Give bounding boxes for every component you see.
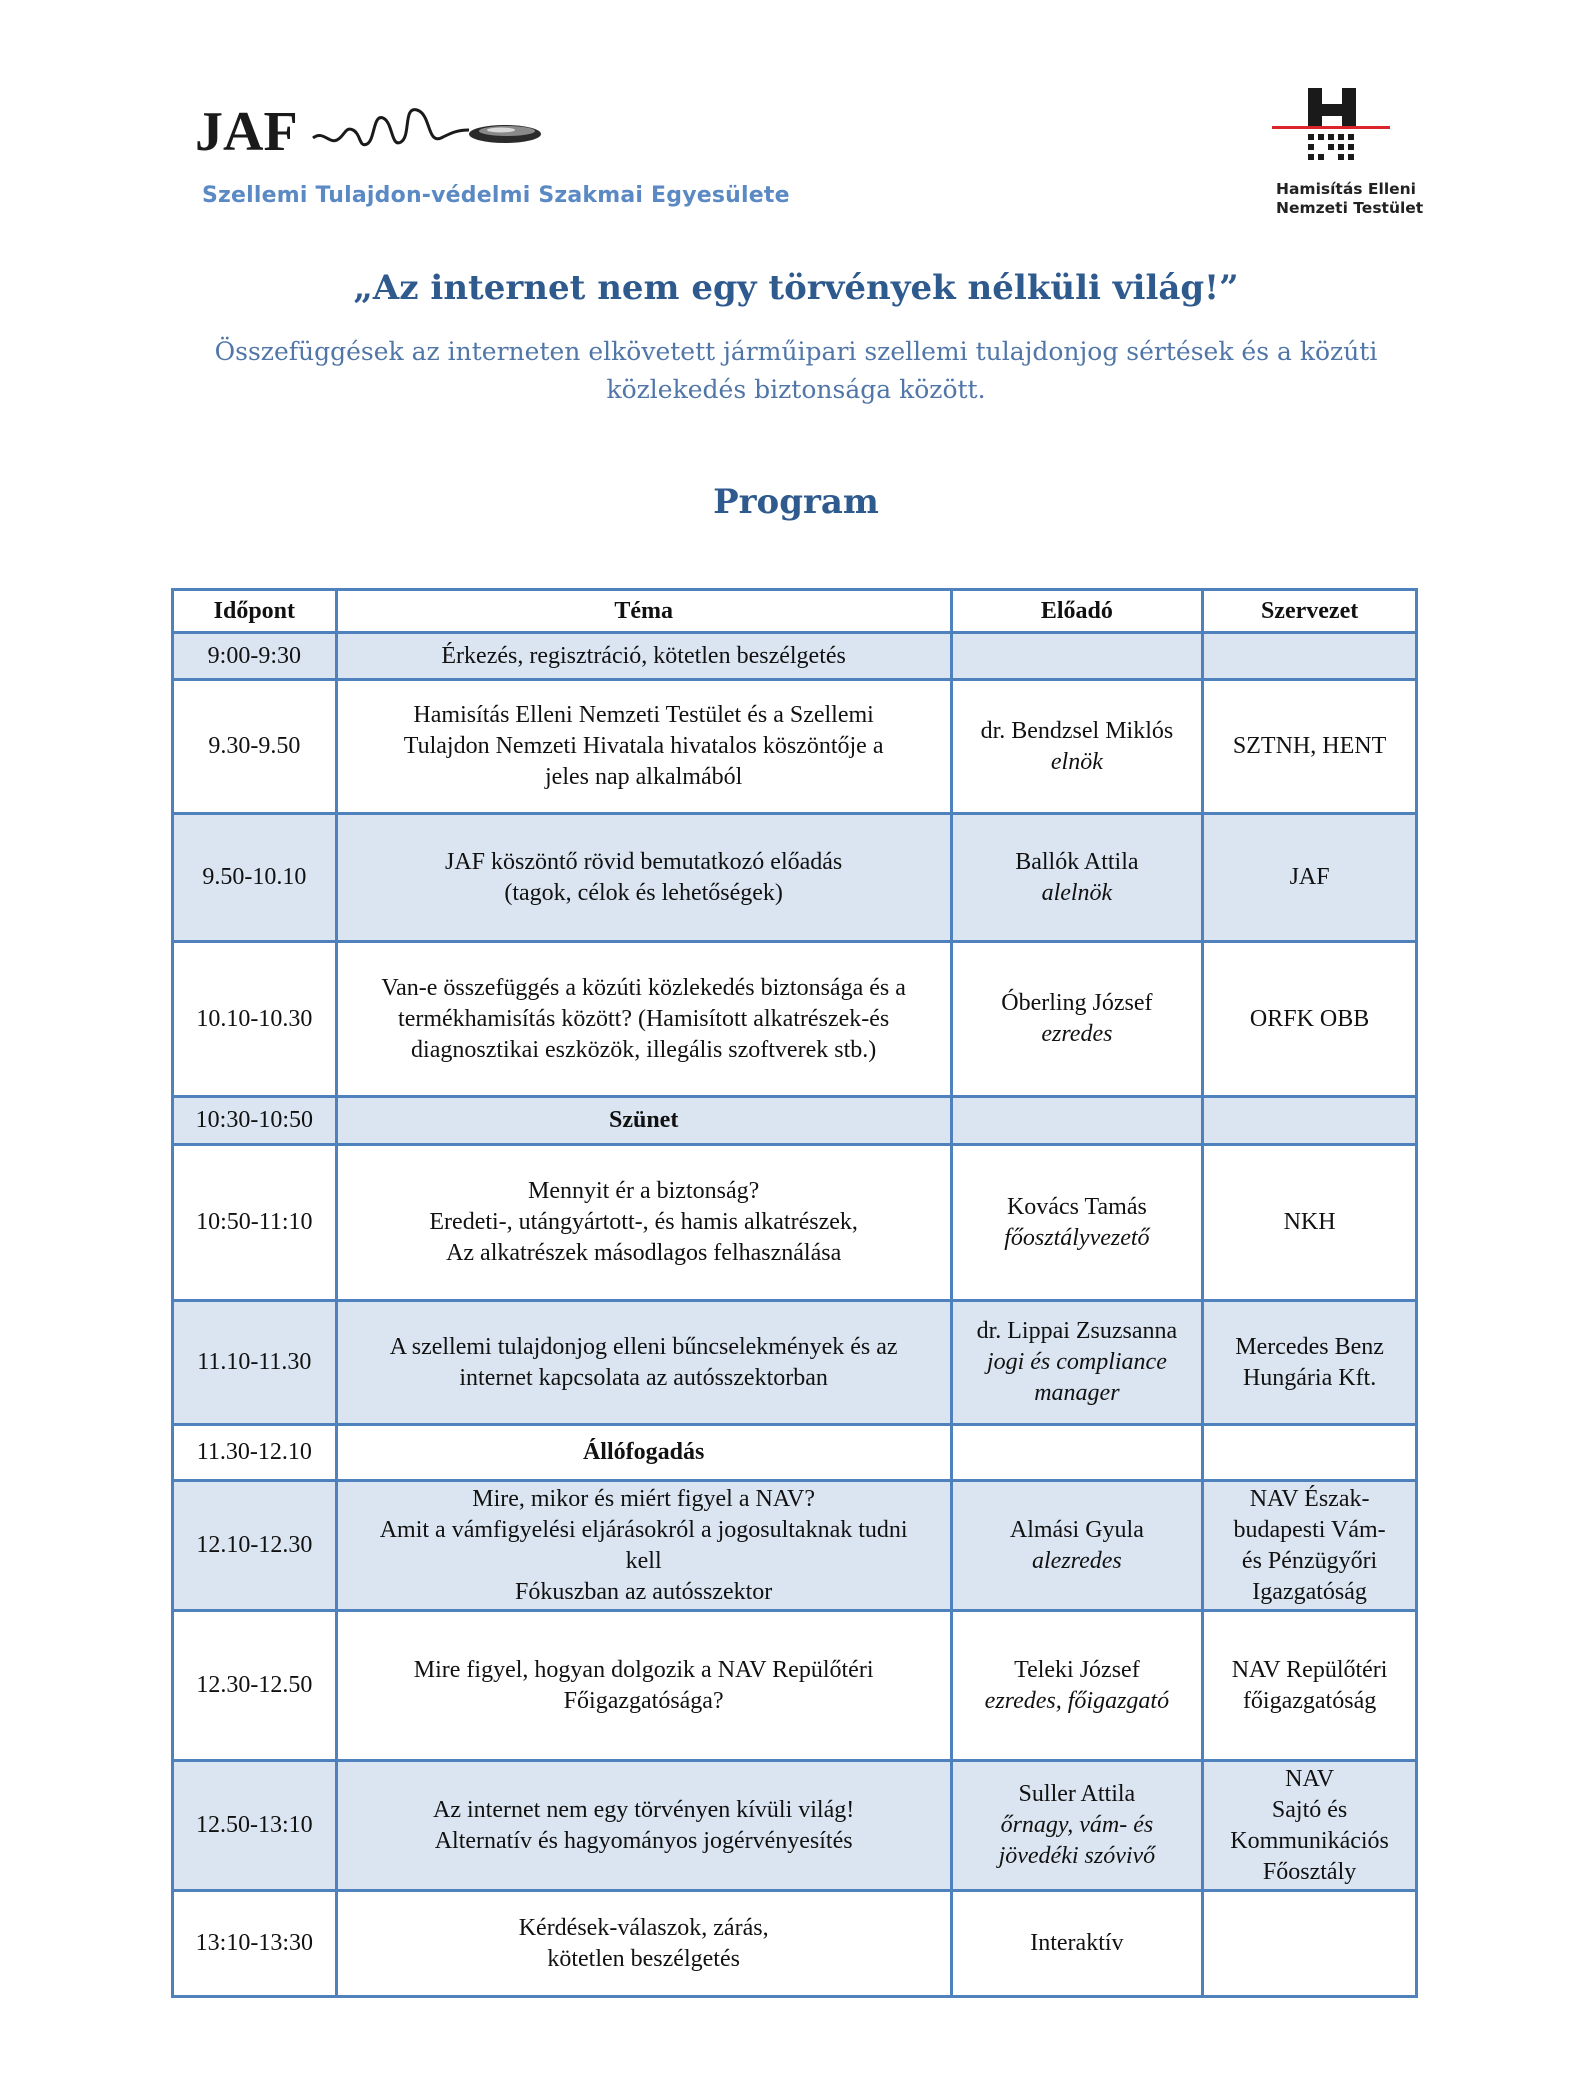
- cell-topic: [336, 1611, 951, 1761]
- cell-time: 13:10-13:30: [173, 1891, 337, 1997]
- org-line: és Pénzügyőri: [1241, 1547, 1378, 1574]
- header-topic: Téma: [336, 590, 951, 633]
- cell-speaker: [951, 1301, 1203, 1425]
- topic-line: Állófogadás: [582, 1439, 705, 1465]
- topic-line: jeles nap alkalmából: [545, 764, 743, 790]
- cell-topic: [336, 1761, 951, 1891]
- topic-line: A szellemi tulajdonjog elleni bűncselekmények és az: [389, 1333, 898, 1360]
- topic-line: Érkezés, regisztráció, kötetlen beszélgetés: [441, 642, 846, 669]
- table-row: [173, 1481, 1417, 1611]
- org-line: NAV: [1285, 1765, 1335, 1792]
- topic-line: internet kapcsolata az autósszektorban: [459, 1364, 828, 1391]
- cell-org: [1203, 1425, 1417, 1481]
- cell-time: 11.30-12.10: [173, 1425, 337, 1481]
- cell-speaker: [951, 633, 1203, 680]
- cell-org: [1203, 1891, 1417, 1997]
- cell-topic: [336, 1891, 951, 1997]
- cell-topic: [336, 633, 951, 680]
- hent-line2: Nemzeti Testület: [1276, 199, 1424, 217]
- cell-org: [1203, 1097, 1417, 1145]
- speaker-role: ezredes: [1041, 1021, 1113, 1047]
- cell-topic: [336, 1097, 951, 1145]
- program-table: [171, 588, 1418, 1998]
- cell-time: 9:00-9:30: [173, 633, 337, 680]
- topic-line: Van-e összefüggés a közúti közlekedés biztonsága és a: [381, 974, 906, 1001]
- topic-line: Amit a vámfigyelési eljárásokról a jogosultaknak tudni: [379, 1516, 908, 1543]
- topic-line: termékhamisítás között? (Hamisított alkatrészek-és: [398, 1005, 890, 1032]
- topic-line: kell: [625, 1547, 662, 1574]
- jaf-logo: [195, 100, 790, 220]
- topic-line: Az internet nem egy törvényen kívüli világ!: [433, 1796, 855, 1823]
- topic-line: (tagok, célok és lehetőségek): [504, 879, 783, 906]
- table-row: [173, 942, 1417, 1097]
- topic-line: kötetlen beszélgetés: [547, 1945, 740, 1972]
- cable-line: [313, 110, 469, 145]
- hent-logo-graphic: [1272, 86, 1392, 178]
- jaf-wordmark: JAF: [195, 101, 298, 163]
- table-row: [173, 1301, 1417, 1425]
- cell-topic: [336, 814, 951, 942]
- header-org: Szervezet: [1203, 590, 1417, 633]
- org-line: Főosztály: [1262, 1858, 1357, 1885]
- cell-topic: [336, 942, 951, 1097]
- org-line: Igazgatóság: [1252, 1578, 1367, 1605]
- cell-time: 10.10-10.30: [173, 942, 337, 1097]
- cell-speaker: [951, 1425, 1203, 1481]
- topic-line: Mennyit ér a biztonság?: [528, 1178, 760, 1204]
- hent-red-line: [1272, 126, 1390, 129]
- speaker-name: Interaktív: [1030, 1930, 1124, 1956]
- cell-topic: [336, 1145, 951, 1301]
- cell-time: 9.50-10.10: [173, 814, 337, 942]
- cell-speaker: [951, 942, 1203, 1097]
- table-row: [173, 814, 1417, 942]
- cell-time: 11.10-11.30: [173, 1301, 337, 1425]
- speaker-name: Ballók Attila: [1015, 848, 1139, 875]
- org-line: Mercedes Benz: [1235, 1333, 1384, 1360]
- topic-line: Az alkatrészek másodlagos felhasználása: [446, 1240, 842, 1266]
- hent-logo: [1270, 86, 1440, 221]
- topic-line: Tulajdon Nemzeti Hivatala hivatalos köszöntője a: [403, 733, 884, 759]
- topic-line: Hamisítás Elleni Nemzeti Testület és a Szellemi: [413, 702, 874, 728]
- cell-time: 10:50-11:10: [173, 1145, 337, 1301]
- cell-org: [1203, 1145, 1417, 1301]
- speaker-name: Suller Attila: [1018, 1781, 1136, 1807]
- jaf-subtitle: Szellemi Tulajdon-védelmi Szakmai Egyesülete: [202, 183, 790, 208]
- header-speaker: Előadó: [951, 590, 1203, 633]
- table-row: [173, 1145, 1417, 1301]
- speaker-role: főosztályvezető: [1004, 1224, 1150, 1251]
- cell-topic: [336, 1301, 951, 1425]
- speaker-name: dr. Lippai Zsuzsanna: [976, 1318, 1178, 1344]
- header-time: Időpont: [173, 590, 337, 633]
- cell-time: 10:30-10:50: [173, 1097, 337, 1145]
- speaker-role: ezredes, főigazgató: [984, 1687, 1170, 1714]
- cell-org: [1203, 942, 1417, 1097]
- speaker-name: Kovács Tamás: [1006, 1193, 1147, 1220]
- speaker-role: elnök: [1050, 748, 1103, 775]
- table-row: [173, 1761, 1417, 1891]
- hent-line1: Hamisítás Elleni: [1276, 180, 1416, 198]
- speaker-name: Almási Gyula: [1009, 1516, 1144, 1543]
- cell-org: [1203, 680, 1417, 814]
- cell-speaker: [951, 1481, 1203, 1611]
- org-line: NAV Repülőtéri: [1231, 1656, 1388, 1683]
- topic-line: Mire, mikor és miért figyel a NAV?: [472, 1485, 816, 1512]
- cell-time: 12.10-12.30: [173, 1481, 337, 1611]
- cell-speaker: [951, 680, 1203, 814]
- org-line: SZTNH, HENT: [1232, 733, 1387, 759]
- org-line: Hungária Kft.: [1242, 1364, 1377, 1391]
- cell-speaker: [951, 1891, 1203, 1997]
- cell-org: [1203, 1611, 1417, 1761]
- cell-topic: [336, 1481, 951, 1611]
- org-line: ORFK OBB: [1249, 1005, 1370, 1032]
- cell-topic: [336, 680, 951, 814]
- cell-speaker: [951, 1761, 1203, 1891]
- topic-line: Fókuszban az autósszektor: [515, 1578, 773, 1605]
- cell-speaker: [951, 814, 1203, 942]
- cell-org: [1203, 633, 1417, 680]
- org-line: főigazgatóság: [1242, 1687, 1377, 1714]
- speaker-name: dr. Bendzsel Miklós: [980, 717, 1174, 744]
- org-line: Sajtó és: [1271, 1796, 1348, 1823]
- cell-time: 12.30-12.50: [173, 1611, 337, 1761]
- cell-org: [1203, 814, 1417, 942]
- speaker-role: jogi és compliance manager: [986, 1349, 1167, 1406]
- cell-speaker: [951, 1611, 1203, 1761]
- topic-line: Eredeti-, utángyártott-, és hamis alkatrészek,: [429, 1209, 858, 1235]
- jaf-logo-graphic: [195, 100, 645, 170]
- cell-org: [1203, 1761, 1417, 1891]
- hent-name: [1270, 180, 1446, 218]
- org-line: Kommunikációs: [1230, 1827, 1389, 1854]
- cell-time: 12.50-13:10: [173, 1761, 337, 1891]
- cell-time: 9.30-9.50: [173, 680, 337, 814]
- table-row: [173, 680, 1417, 814]
- topic-line: diagnosztikai eszközök, illegális szoftverek stb.): [411, 1036, 877, 1063]
- table-row: [173, 1891, 1417, 1997]
- table-body: [173, 633, 1417, 1997]
- cell-speaker: [951, 1097, 1203, 1145]
- cell-topic: [336, 1425, 951, 1481]
- speaker-name: Óberling József: [1001, 990, 1153, 1016]
- table-row: [173, 633, 1417, 680]
- table-header-row: [173, 590, 1417, 633]
- topic-line: JAF köszöntő rövid bemutatkozó előadás: [445, 848, 843, 875]
- topic-line: Alternatív és hagyományos jogérvényesítés: [434, 1827, 853, 1854]
- org-line: NAV Észak-: [1249, 1485, 1370, 1512]
- cell-org: [1203, 1301, 1417, 1425]
- page-subtitle: Összefüggések az interneten elkövetett járműipari szellemi tulajdonjog sértések és a közúti közlekedés biztonsága között.: [214, 337, 1378, 404]
- page-title: „Az internet nem egy törvények nélküli világ!”: [353, 268, 1239, 308]
- cell-org: [1203, 1481, 1417, 1611]
- topic-line: Kérdések-válaszok, zárás,: [518, 1914, 769, 1941]
- program-heading: Program: [713, 482, 879, 522]
- topic-line: Szünet: [608, 1107, 679, 1133]
- table-row: [173, 1611, 1417, 1761]
- table-row: [173, 1097, 1417, 1145]
- speaker-role: alelnök: [1041, 879, 1113, 906]
- topic-line: Mire figyel, hogyan dolgozik a NAV Repülőtéri: [413, 1656, 874, 1683]
- org-line: JAF: [1289, 864, 1330, 890]
- topic-line: Főigazgatósága?: [563, 1687, 724, 1714]
- speaker-name: Teleki József: [1014, 1656, 1140, 1683]
- org-line: NKH: [1283, 1209, 1336, 1235]
- speaker-role: alezredes: [1032, 1547, 1122, 1574]
- table-row: [173, 1425, 1417, 1481]
- org-line: budapesti Vám-: [1233, 1516, 1386, 1543]
- cell-speaker: [951, 1145, 1203, 1301]
- speaker-role: őrnagy, vám- és jövedéki szóvivő: [998, 1812, 1156, 1869]
